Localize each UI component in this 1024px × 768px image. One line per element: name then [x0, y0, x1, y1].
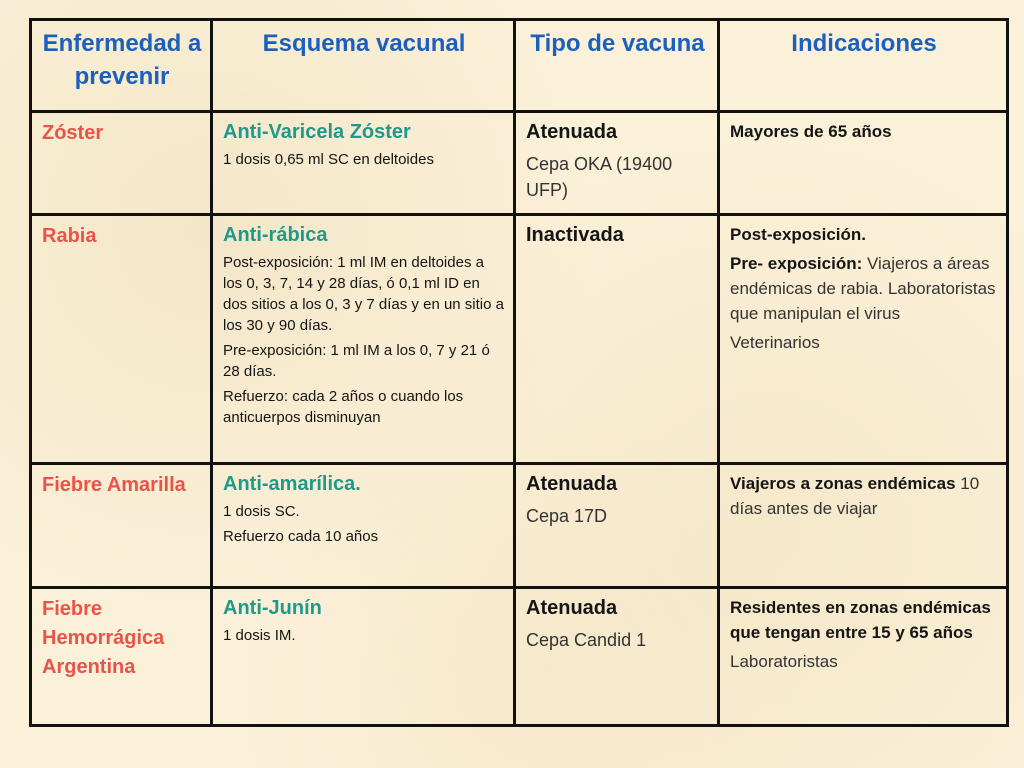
header-disease: Enfermedad a prevenir: [31, 20, 212, 112]
disease-cell: [31, 588, 212, 726]
indication-main: Mayores de 65 años: [730, 122, 892, 141]
disease-name: Fiebre Amarilla: [42, 474, 186, 496]
disease-cell: [31, 464, 212, 588]
vaccine-strain: Cepa OKA (19400 UFP): [526, 154, 673, 200]
indication-main: Residentes en zonas endémicas que tengan entre 15 y 65 años: [730, 598, 991, 642]
scheme-text: Refuerzo: cada 2 años o cuando los anticuerpos disminuyan: [223, 388, 464, 426]
vaccine-type: Atenuada: [526, 121, 618, 143]
header-scheme: Esquema vacunal: [212, 20, 515, 112]
indication-extra: Laboratoristas: [730, 652, 838, 671]
vaccine-name: Anti-rábica: [223, 224, 328, 246]
table-row: [31, 588, 1008, 726]
table-row: [31, 112, 1008, 215]
indication-pre: [730, 251, 998, 326]
header-row: [31, 20, 1008, 112]
indications-cell: [719, 588, 1008, 726]
type-cell: [515, 588, 719, 726]
scheme-text: 1 dosis 0,65 ml SC en deltoides: [223, 151, 434, 168]
vaccine-strain: Cepa 17D: [526, 506, 608, 526]
indication-bold: Viajeros a zonas endémicas: [730, 474, 956, 493]
vaccine-name: Anti-Varicela Zóster: [223, 121, 411, 143]
header-indications: Indicaciones: [719, 20, 1008, 112]
indication-extra: Veterinarios: [730, 333, 820, 352]
indications-cell: [719, 112, 1008, 215]
scheme-text: Pre-exposición: 1 ml IM a los 0, 7 y 21 ó 28 días.: [223, 342, 490, 380]
disease-cell: [31, 112, 212, 215]
table-row: [31, 215, 1008, 464]
scheme-cell: [212, 588, 515, 726]
indications-cell: [719, 215, 1008, 464]
vaccine-type: Atenuada: [526, 597, 618, 619]
disease-name: Rabia: [42, 225, 97, 247]
vaccine-table: [29, 18, 1009, 727]
indications-cell: [719, 464, 1008, 588]
scheme-text: 1 dosis IM.: [223, 627, 296, 644]
scheme-cell: [212, 215, 515, 464]
scheme-text: Post-exposición: 1 ml IM en deltoides a los 0, 3, 7, 14 y 28 días, ó 0,1 ml ID en dos sitios a los 0, 3 y 7 días y en un sitio a los 30 y 90 días.: [223, 254, 504, 334]
scheme-cell: [212, 464, 515, 588]
disease-cell: [31, 215, 212, 464]
type-cell: [515, 464, 719, 588]
scheme-cell: [212, 112, 515, 215]
vaccine-name: Anti-amarílica.: [223, 473, 361, 495]
scheme-text: Refuerzo cada 10 años: [223, 528, 379, 545]
vaccine-name: Anti-Junín: [223, 597, 322, 619]
header-type: Tipo de vacuna: [515, 20, 719, 112]
scheme-text: 1 dosis SC.: [223, 503, 300, 520]
type-cell: [515, 215, 719, 464]
table-row: [31, 464, 1008, 588]
indication-main: [730, 471, 998, 521]
disease-name: Fiebre Hemorrágica Argentina: [42, 598, 165, 678]
vaccine-strain: Cepa Candid 1: [526, 630, 647, 650]
indication-pre-text: Viajeros a áreas endémicas de rabia. Laboratoristas que manipulan el virus: [730, 254, 996, 323]
type-cell: [515, 112, 719, 215]
indication-main: Post-exposición.: [730, 225, 867, 244]
vaccine-type: Inactivada: [526, 224, 624, 246]
indication-text: 10 días antes de viajar: [730, 474, 980, 518]
vaccine-type: Atenuada: [526, 473, 618, 495]
disease-name: Zóster: [42, 122, 104, 144]
indication-pre-label: Pre- exposición:: [730, 254, 863, 273]
